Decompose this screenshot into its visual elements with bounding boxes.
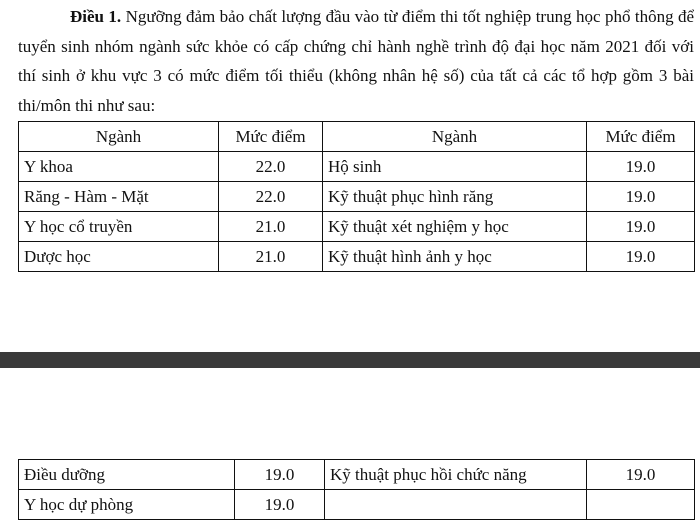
major-cell: Răng - Hàm - Mặt	[19, 182, 219, 212]
major-cell: Hộ sinh	[323, 152, 587, 182]
major-cell: Y học cổ truyền	[19, 212, 219, 242]
score-cell: 21.0	[219, 242, 323, 272]
table-header-row	[19, 122, 695, 152]
score-cell: 22.0	[219, 182, 323, 212]
header-score: Mức điểm	[219, 122, 323, 152]
article-heading: Điều 1.	[70, 7, 122, 26]
header-score: Mức điểm	[587, 122, 695, 152]
major-cell: Kỹ thuật hình ảnh y học	[323, 242, 587, 272]
major-cell: Kỹ thuật xét nghiệm y học	[323, 212, 587, 242]
article-paragraph	[18, 2, 694, 120]
score-cell: 19.0	[587, 152, 695, 182]
score-cell: 19.0	[235, 460, 325, 490]
header-major: Ngành	[323, 122, 587, 152]
table-row	[19, 490, 695, 520]
score-table	[18, 121, 695, 272]
table-row	[19, 242, 695, 272]
page-separator-bar	[0, 352, 700, 368]
score-cell: 19.0	[587, 212, 695, 242]
table-row	[19, 182, 695, 212]
score-cell: 21.0	[219, 212, 323, 242]
score-cell: 22.0	[219, 152, 323, 182]
score-cell: 19.0	[587, 242, 695, 272]
table-row	[19, 152, 695, 182]
major-cell: Điều dưỡng	[19, 460, 235, 490]
major-cell	[325, 490, 587, 520]
major-cell: Kỹ thuật phục hình răng	[323, 182, 587, 212]
table-row	[19, 212, 695, 242]
table-row	[19, 460, 695, 490]
article-body: Ngưỡng đảm bảo chất lượng đầu vào từ điểm thi tốt nghiệp trung học phổ thông để tuyển sinh nhóm ngành sức khỏe có cấp chứng chỉ hành nghề trình độ đại học năm 2021 đối với thí sinh ở khu vực 3 có mức điểm tối thiểu (không nhân hệ số) của tất cả các tổ hợp gồm 3 bài thi/môn thi như sau:	[18, 7, 695, 115]
header-major: Ngành	[19, 122, 219, 152]
score-cell	[587, 490, 695, 520]
major-cell: Kỹ thuật phục hồi chức năng	[325, 460, 587, 490]
score-table-continued	[18, 459, 695, 520]
major-cell: Y học dự phòng	[19, 490, 235, 520]
major-cell: Y khoa	[19, 152, 219, 182]
score-cell: 19.0	[587, 182, 695, 212]
score-cell: 19.0	[235, 490, 325, 520]
score-cell: 19.0	[587, 460, 695, 490]
major-cell: Dược học	[19, 242, 219, 272]
